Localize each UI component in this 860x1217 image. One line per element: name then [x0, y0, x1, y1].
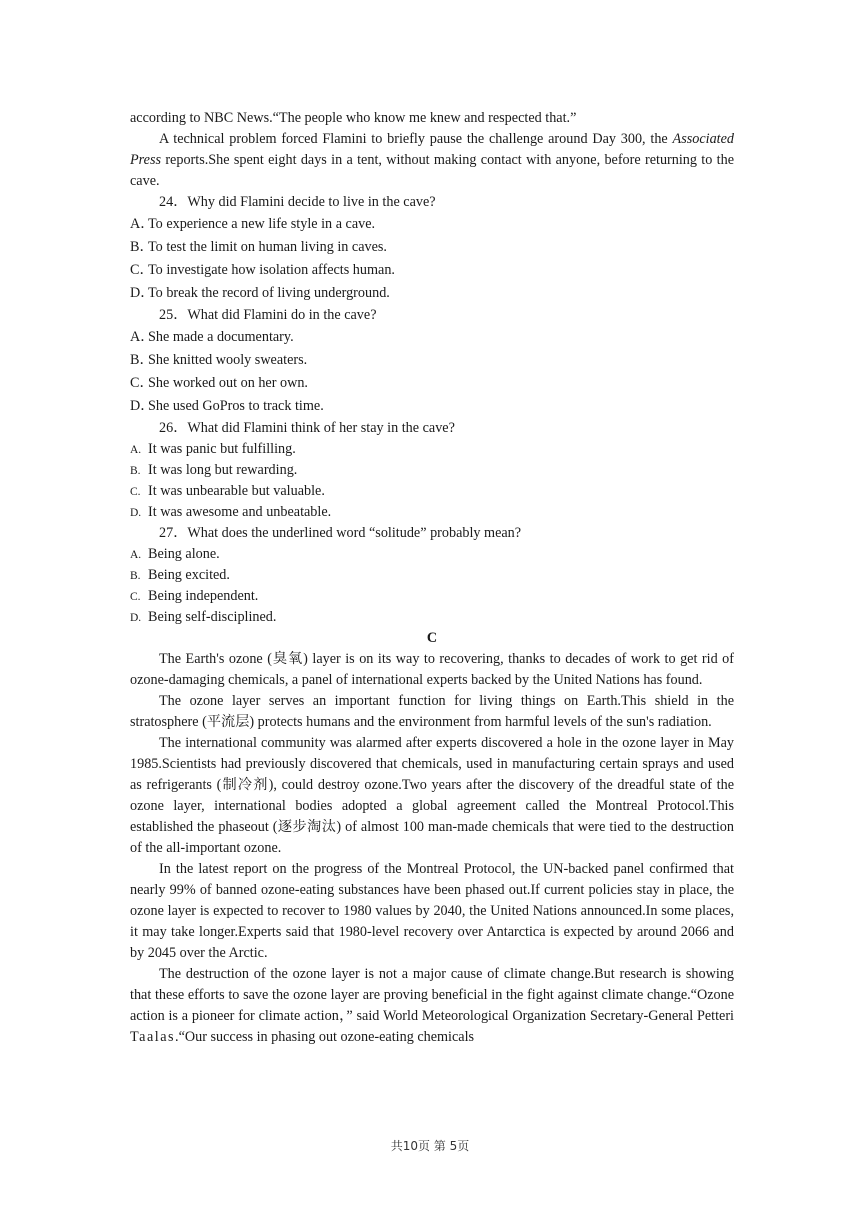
option-text: She knitted wooly sweaters.: [148, 352, 308, 368]
option-letter: A．: [130, 329, 155, 345]
option-c: [130, 372, 734, 395]
question-25: [130, 305, 734, 418]
option-a: [130, 213, 734, 236]
option-d: [130, 607, 734, 628]
question-27: [130, 523, 734, 628]
person-name: Taalas: [130, 1029, 176, 1045]
option-d: [130, 282, 734, 305]
passage-b-closing-line: according to NBC News.“The people who know me knew and respected that.”: [130, 110, 577, 126]
option-b: [130, 460, 734, 481]
paragraph-text-end: .“Our success in phasing out ozone-eating chemicals: [175, 1029, 475, 1045]
option-letter: B.: [130, 570, 141, 582]
option-text: Being independent.: [148, 588, 259, 604]
source-name: Associated Press: [130, 131, 734, 168]
question-stem: 26．What did Flamini think of her stay in the cave?: [159, 420, 455, 436]
passage-b-text-end: reports.She spent eight days in a tent, without making contact with anyone, before returning to the cave.: [130, 152, 734, 189]
option-b: [130, 236, 734, 259]
option-letter: B．: [130, 239, 154, 255]
option-a: [130, 326, 734, 349]
option-text: Being excited.: [148, 567, 230, 583]
option-c: [130, 481, 734, 502]
passage-c-paragraph-4: In the latest report on the progress of the Montreal Protocol, the UN-backed panel confirmed that nearly 99% of banned ozone-eating substances have been phased out.If current policies stay in place, the ozone layer is expected to recover to 1980 values by 2040, the United Nations announced.In some places, it may take longer.Experts said that 1980-level recovery over Antarctica is expected by around 2066 and by 2045 over the Arctic.: [130, 861, 734, 961]
option-letter: D.: [130, 507, 142, 519]
question-stem: 24．Why did Flamini decide to live in the cave?: [159, 194, 436, 210]
question-stem: 27．What does the underlined word “solitude” probably mean?: [159, 525, 522, 541]
option-letter: A.: [130, 444, 142, 456]
option-b: [130, 349, 734, 372]
option-d: [130, 395, 734, 418]
option-text: To test the limit on human living in caves.: [148, 239, 387, 255]
passage-b-paragraph: [130, 129, 734, 192]
passage-c-paragraph-3: The international community was alarmed after experts discovered a hole in the ozone layer in May 1985.Scientists had previously discovered that chemicals, used in manufacturing certain sprays and used as refrigerants (制冷剂), could destroy ozone.Two years after the discovery of the dreadful state of the ozone layer, international bodies adopted a global agreement called the Montreal Protocol.This established the phaseout (逐步淘汰) of almost 100 man-made chemicals that were tied to the destruction of the all-important ozone.: [130, 735, 734, 856]
option-text: She worked out on her own.: [148, 375, 308, 391]
option-a: [130, 544, 734, 565]
paragraph-text: The destruction of the ozone layer is not a major cause of climate change.But research is showing that these efforts to save the ozone layer are proving beneficial in the fight against climate change.“Ozone action is a pioneer for climate action，” said World Meteorological Organization Secretary-General Petteri: [130, 966, 734, 1024]
option-letter: C.: [130, 591, 141, 603]
option-text: It was long but rewarding.: [148, 462, 298, 478]
option-letter: C．: [130, 375, 154, 391]
option-c: [130, 586, 734, 607]
option-d: [130, 502, 734, 523]
option-text: She used GoPros to track time.: [148, 398, 324, 414]
page-content: [130, 108, 734, 1048]
passage-b-text: A technical problem forced Flamini to briefly pause the challenge around Day 300, the: [159, 131, 673, 147]
option-b: [130, 565, 734, 586]
option-text: It was awesome and unbeatable.: [148, 504, 332, 520]
option-text: Being alone.: [148, 546, 220, 562]
option-text: It was panic but fulfilling.: [148, 441, 296, 457]
option-letter: B.: [130, 465, 141, 477]
option-text: Being self-disciplined.: [148, 609, 277, 625]
option-text: She made a documentary.: [148, 329, 294, 345]
option-text: To experience a new life style in a cave.: [148, 216, 376, 232]
option-text: To break the record of living underground.: [148, 285, 390, 301]
passage-c-paragraph-2: The ozone layer serves an important function for living things on Earth.This shield in the stratosphere (平流层) protects humans and the environment from harmful levels of the sun's radiation.: [130, 693, 734, 730]
option-letter: C．: [130, 262, 154, 278]
question-24: [130, 192, 734, 305]
passage-c-paragraph-5: [130, 964, 734, 1048]
option-text: To investigate how isolation affects human.: [148, 262, 395, 278]
question-stem: 25．What did Flamini do in the cave?: [159, 307, 377, 323]
option-letter: B．: [130, 352, 154, 368]
option-letter: C.: [130, 486, 141, 498]
option-a: [130, 439, 734, 460]
option-letter: D．: [130, 398, 155, 414]
option-letter: A.: [130, 549, 142, 561]
option-letter: D.: [130, 612, 142, 624]
passage-c-paragraph-1: The Earth's ozone (臭氧) layer is on its way to recovering, thanks to decades of work to get rid of ozone-damaging chemicals, a panel of international experts backed by the United Nations has found.: [130, 651, 734, 688]
section-heading: C: [426, 630, 438, 646]
option-letter: D．: [130, 285, 155, 301]
option-c: [130, 259, 734, 282]
question-26: [130, 418, 734, 523]
option-letter: A．: [130, 216, 155, 232]
page-number-footer: 共10页 第 5页: [390, 1139, 470, 1153]
option-text: It was unbearable but valuable.: [148, 483, 325, 499]
